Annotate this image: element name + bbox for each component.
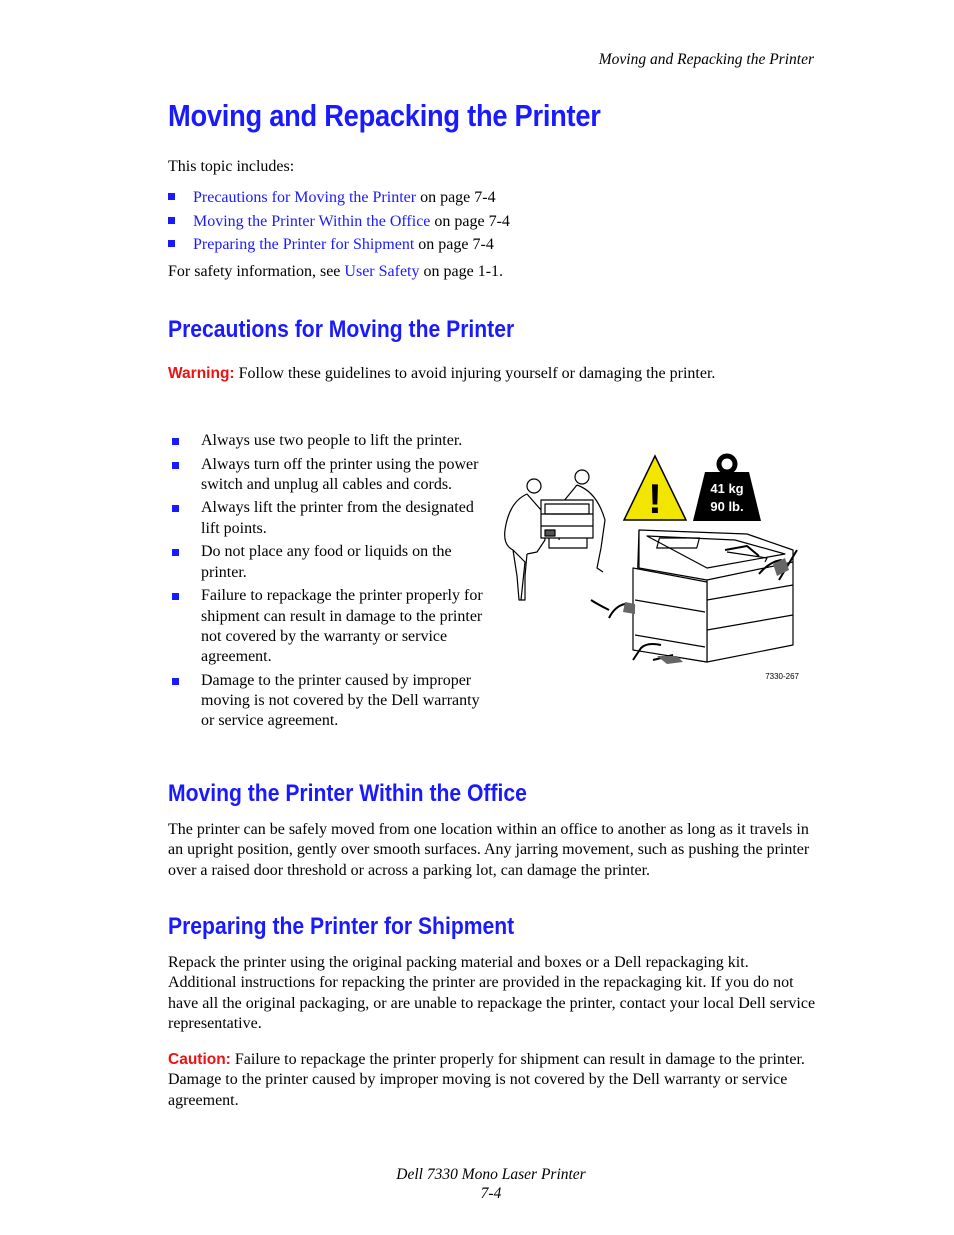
printer-icon [591,530,797,664]
safety-reference [168,263,503,281]
running-header: Moving and Repacking the Printer [598,51,814,68]
list-item [172,455,484,496]
bullet-icon [172,593,179,600]
footer-product: Dell 7330 Mono Laser Printer [396,1166,586,1183]
safety-suffix: on page 1-1. [419,263,504,280]
figure-caption: 7330-267 [765,672,799,681]
toc-link-moving[interactable]: Moving the Printer Within the Office [193,212,431,230]
bullet-icon [168,240,175,247]
toc-link-precautions[interactable]: Precautions for Moving the Printer [193,189,417,206]
moving-body: The printer can be safely moved from one location within an office to another as long as it travels in an upright position, gently over smooth surfaces. Any jarring movement, such as pushing the printer over a raised door threshold or across a parking lot, can damage the printer. [168,821,810,879]
user-safety-link[interactable]: User Safety [344,263,420,280]
list-item-text: Do not place any food or liquids on the printer. [201,543,452,581]
footer-page-number: 7-4 [480,1185,502,1202]
two-people-lifting-icon [505,470,605,600]
list-item [172,671,484,732]
weight-kg-label: 41 kg [710,481,744,496]
section-heading-precautions: Precautions for Moving the Printer [168,316,515,343]
list-item [172,586,484,667]
warning-icon [624,456,686,522]
shipment-body: Repack the printer using the original packing material and boxes or a Dell repackaging kit. Additional instructions for repacking the printer are provided in the repackaging kit. If you do not have all the original packaging, or are unable to repackage the printer, contact your local Dell service representative. [168,954,816,1032]
caution-label: Caution: [168,1051,231,1068]
precautions-list [172,431,484,735]
safety-prefix: For safety information, see [168,263,345,280]
toc-page-ref: on page 7-4 [416,189,496,206]
list-item-text: Always use two people to lift the printer. [201,432,463,449]
weight-icon [693,456,761,521]
bullet-icon [168,217,175,224]
caution-text: Failure to repackage the printer properly for shipment can result in damage to the printer. Damage to the printer caused by improper moving is not covered by the Dell warranty or service agreement. [168,1051,805,1109]
list-item-text: Always turn off the printer using the power switch and unplug all cables and cords. [201,455,479,493]
bullet-icon [172,549,179,556]
toc-page-ref: on page 7-4 [414,236,494,253]
warning-label: Warning: [168,365,235,382]
warning-text: Follow these guidelines to avoid injuring yourself or damaging the printer. [234,365,716,382]
bullet-icon [172,438,179,445]
bullet-icon [168,193,175,200]
list-item-text: Always lift the printer from the designated lift points. [201,499,474,537]
caution-note [168,1050,818,1111]
weight-lb-label: 90 lb. [710,499,744,514]
topic-list [168,188,510,259]
list-item [168,188,510,212]
section-heading-shipment: Preparing the Printer for Shipment [168,913,515,940]
bullet-icon [172,505,179,512]
list-item-text: Failure to repackage the printer properly for shipment can result in damage to the printer not covered by the warranty or service agreement. [201,587,483,666]
lifting-illustration [497,450,801,686]
bullet-icon [172,462,179,469]
list-item [168,235,510,259]
section-heading-moving: Moving the Printer Within the Office [168,780,527,807]
list-item [172,542,484,583]
list-item [172,498,484,539]
warning-glyph: ! [648,475,662,522]
page-footer [0,1165,954,1203]
list-item [172,431,484,451]
list-item-text: Damage to the printer caused by improper moving is not covered by the Dell warranty or service agreement. [201,671,480,730]
page-title: Moving and Repacking the Printer [168,98,601,133]
warning-note [168,365,715,383]
toc-link-shipment[interactable]: Preparing the Printer for Shipment [193,236,415,253]
toc-page-ref: on page 7-4 [430,212,510,230]
intro-text: This topic includes: [168,158,295,175]
bullet-icon [172,678,179,685]
list-item [168,212,510,236]
